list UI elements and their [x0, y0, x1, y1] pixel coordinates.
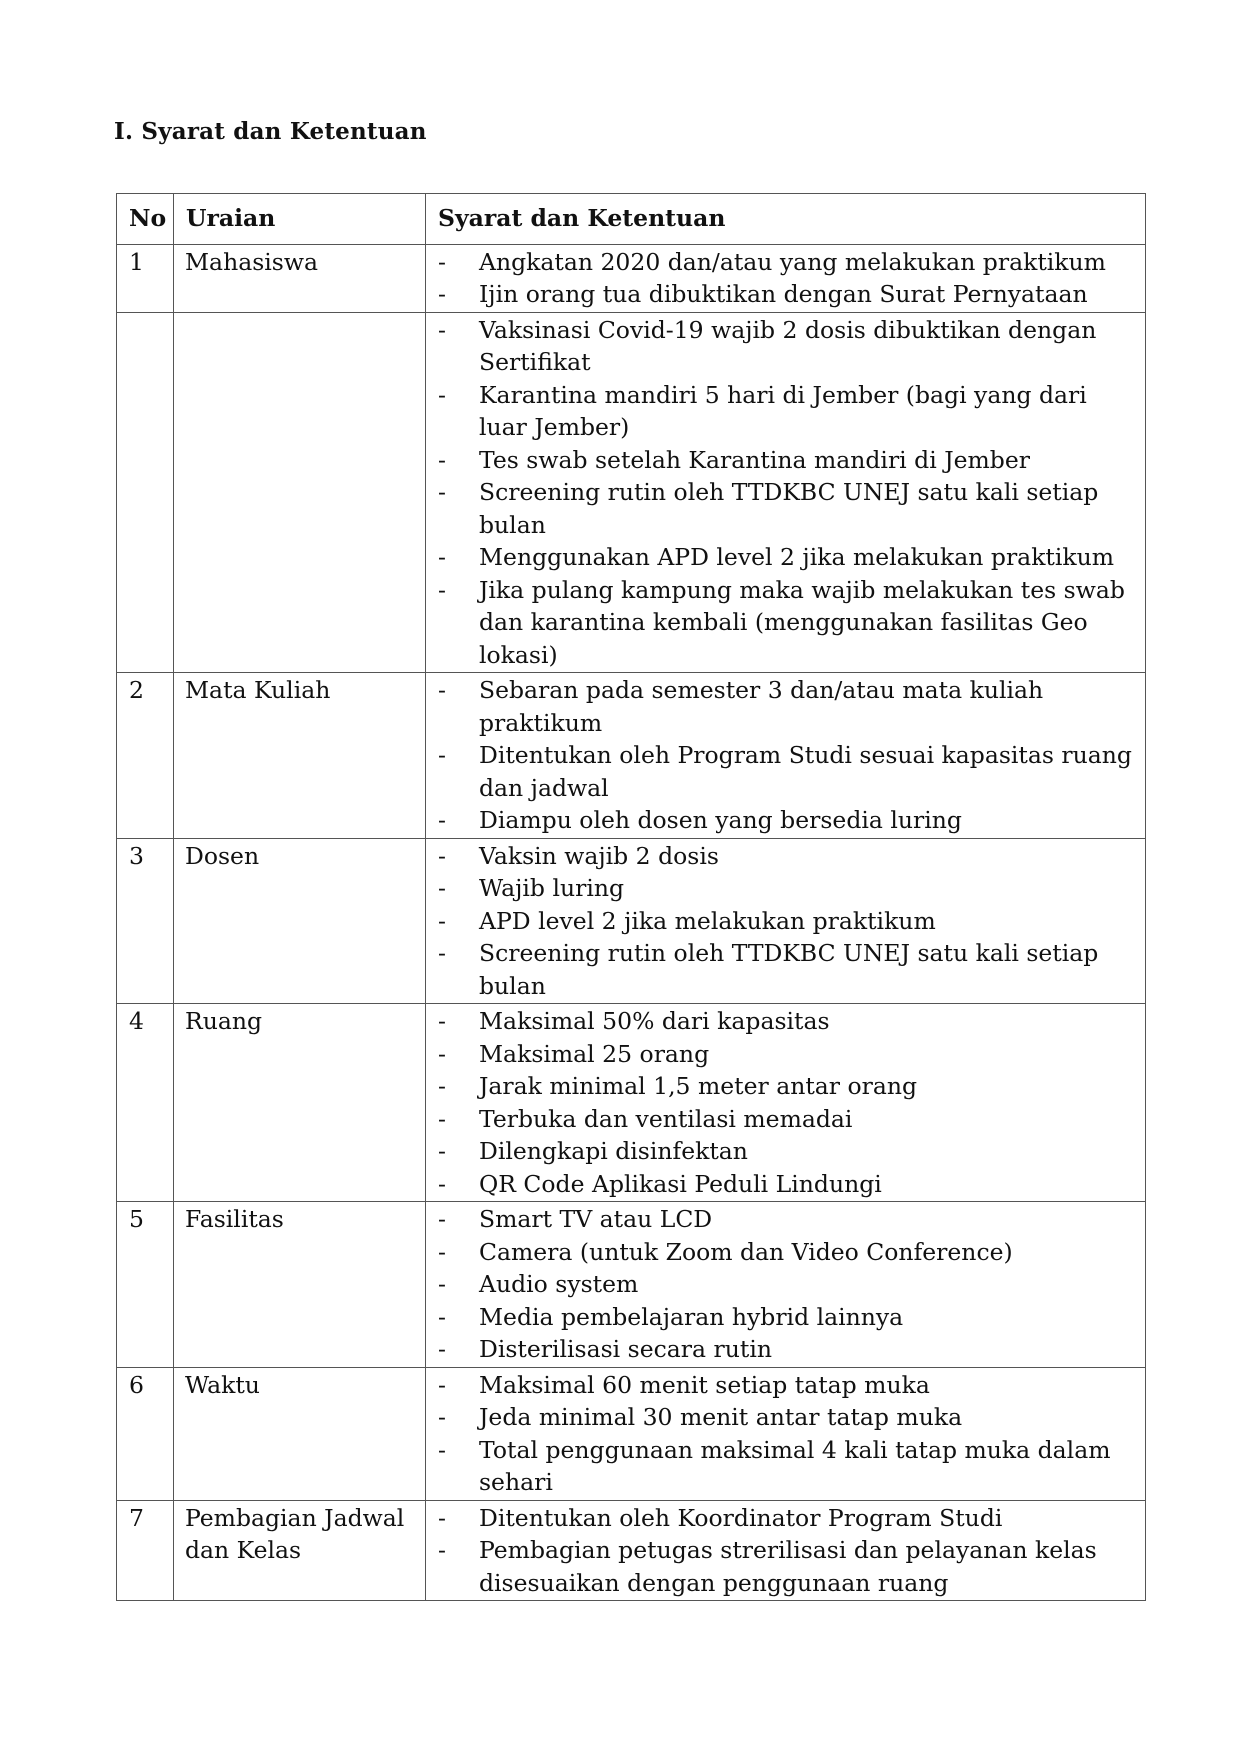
requirement-list: [438, 314, 1135, 672]
row-number: 3: [117, 838, 174, 1004]
requirement-item: [438, 1236, 1135, 1269]
requirement-item: [438, 1168, 1135, 1201]
requirement-item: [438, 1103, 1135, 1136]
requirement-text: Dilengkapi disinfektan: [479, 1137, 748, 1165]
requirement-text: Maksimal 50% dari kapasitas: [479, 1007, 830, 1035]
bullet-dash: -: [438, 1536, 446, 1564]
requirement-text: QR Code Aplikasi Peduli Lindungi: [479, 1169, 882, 1198]
bullet-dash: -: [438, 1039, 446, 1068]
bullet-dash: -: [438, 806, 446, 834]
header-syarat: Syarat dan Ketentuan: [426, 194, 1146, 245]
row-number: 7: [117, 1500, 174, 1601]
requirement-item: [438, 1301, 1135, 1334]
requirement-text: Diampu oleh dosen yang bersedia luring: [479, 806, 962, 834]
requirement-text: Ijin orang tua dibuktikan dengan Surat Pernyataan: [479, 280, 1088, 308]
requirement-text: Smart TV atau LCD: [479, 1205, 713, 1233]
requirement-item: [438, 1502, 1135, 1535]
row-syarat: [426, 1202, 1146, 1368]
table-row: [117, 1004, 1146, 1202]
requirement-text: Menggunakan APD level 2 jika melakukan praktikum: [479, 543, 1115, 571]
bullet-dash: -: [438, 1435, 446, 1464]
requirement-item: [438, 1038, 1135, 1071]
table-row: [117, 838, 1146, 1004]
bullet-dash: -: [438, 445, 446, 474]
row-uraian: Fasilitas: [174, 1202, 426, 1368]
requirement-item: [438, 804, 1135, 837]
row-uraian: Dosen: [174, 838, 426, 1004]
bullet-dash: -: [438, 1270, 446, 1298]
requirement-text: Disterilisasi secara rutin: [479, 1335, 772, 1363]
bullet-dash: -: [438, 1137, 446, 1165]
requirement-text: Camera (untuk Zoom dan Video Conference): [479, 1237, 1013, 1266]
row-number: 1: [117, 244, 174, 312]
requirement-item: [438, 905, 1135, 938]
requirement-item: [438, 574, 1135, 672]
bullet-dash: -: [438, 1403, 446, 1431]
requirement-list: [438, 674, 1135, 837]
bullet-dash: -: [438, 1007, 446, 1035]
requirement-item: [438, 246, 1135, 279]
requirement-text: Total penggunaan maksimal 4 kali tatap muka dalam sehari: [479, 1435, 1111, 1496]
table-header: [117, 194, 1146, 245]
requirement-text: Pembagian petugas strerilisasi dan pelayanan kelas disesuaikan dengan penggunaan ruang: [479, 1536, 1097, 1597]
bullet-dash: -: [438, 247, 446, 276]
requirement-item: [438, 476, 1135, 541]
row-number: [117, 312, 174, 673]
bullet-dash: -: [438, 1169, 446, 1198]
requirement-item: [438, 541, 1135, 574]
requirement-list: [438, 1005, 1135, 1200]
requirement-item: [438, 739, 1135, 804]
requirement-item: [438, 840, 1135, 873]
requirement-text: Ditentukan oleh Koordinator Program Studi: [479, 1503, 1003, 1532]
requirement-text: Tes swab setelah Karantina mandiri di Jember: [479, 445, 1030, 474]
requirement-list: [438, 1502, 1135, 1600]
bullet-dash: -: [438, 315, 446, 344]
table-row: [117, 1202, 1146, 1368]
requirement-item: [438, 278, 1135, 311]
requirement-text: Terbuka dan ventilasi memadai: [479, 1104, 853, 1133]
requirement-item: [438, 872, 1135, 905]
bullet-dash: -: [438, 280, 446, 308]
requirement-text: Jarak minimal 1,5 meter antar orang: [479, 1072, 918, 1100]
requirement-text: Ditentukan oleh Program Studi sesuai kapasitas ruang dan jadwal: [479, 741, 1132, 802]
row-syarat: [426, 838, 1146, 1004]
requirement-item: [438, 1203, 1135, 1236]
header-uraian: Uraian: [174, 194, 426, 245]
requirement-item: [438, 444, 1135, 477]
requirement-text: Jeda minimal 30 menit antar tatap muka: [479, 1403, 963, 1431]
row-syarat: [426, 673, 1146, 839]
requirement-item: [438, 1268, 1135, 1301]
requirement-list: [438, 840, 1135, 1003]
requirement-list: [438, 1203, 1135, 1366]
requirement-item: [438, 674, 1135, 739]
bullet-dash: -: [438, 1335, 446, 1363]
requirement-item: [438, 1434, 1135, 1499]
requirement-list: [438, 246, 1135, 311]
requirement-text: Sebaran pada semester 3 dan/atau mata kuliah praktikum: [479, 676, 1044, 737]
table-row: [117, 244, 1146, 312]
page-title: I. Syarat dan Ketentuan: [114, 118, 427, 145]
bullet-dash: -: [438, 1370, 446, 1399]
requirement-text: Media pembelajaran hybrid lainnya: [479, 1302, 904, 1331]
bullet-dash: -: [438, 939, 446, 967]
bullet-dash: -: [438, 906, 446, 935]
table-row: [117, 673, 1146, 839]
requirement-text: Vaksinasi Covid-19 wajib 2 dosis dibuktikan dengan Sertifikat: [479, 315, 1097, 376]
row-number: 6: [117, 1367, 174, 1500]
requirement-item: [438, 1401, 1135, 1434]
requirement-text: Maksimal 25 orang: [479, 1039, 710, 1068]
requirement-text: Vaksin wajib 2 dosis: [479, 841, 719, 870]
row-uraian: Mata Kuliah: [174, 673, 426, 839]
bullet-dash: -: [438, 1503, 446, 1532]
requirement-item: [438, 379, 1135, 444]
table-row: [117, 1500, 1146, 1601]
requirement-item: [438, 1135, 1135, 1168]
bullet-dash: -: [438, 874, 446, 902]
requirement-item: [438, 1005, 1135, 1038]
row-number: 5: [117, 1202, 174, 1368]
row-uraian: Ruang: [174, 1004, 426, 1202]
requirement-text: Jika pulang kampung maka wajib melakukan tes swab dan karantina kembali (menggunakan fasilitas Geo lokasi): [479, 575, 1125, 669]
row-uraian: Waktu: [174, 1367, 426, 1500]
requirement-item: [438, 937, 1135, 1002]
row-syarat: [426, 312, 1146, 673]
requirement-item: [438, 1369, 1135, 1402]
bullet-dash: -: [438, 1205, 446, 1233]
row-number: 4: [117, 1004, 174, 1202]
requirement-text: Karantina mandiri 5 hari di Jember (bagi yang dari luar Jember): [479, 380, 1087, 441]
bullet-dash: -: [438, 1072, 446, 1100]
row-uraian: [174, 312, 426, 673]
requirement-text: Screening rutin oleh TTDKBC UNEJ satu kali setiap bulan: [479, 939, 1099, 1000]
bullet-dash: -: [438, 543, 446, 571]
header-row: [117, 194, 1146, 245]
row-syarat: [426, 1004, 1146, 1202]
row-uraian: Pembagian Jadwal dan Kelas: [174, 1500, 426, 1601]
requirement-text: Audio system: [479, 1270, 639, 1298]
bullet-dash: -: [438, 1104, 446, 1133]
bullet-dash: -: [438, 575, 446, 604]
terms-table: [116, 193, 1146, 1601]
bullet-dash: -: [438, 676, 446, 704]
table-row: [117, 312, 1146, 673]
row-syarat: [426, 1367, 1146, 1500]
row-uraian: Mahasiswa: [174, 244, 426, 312]
bullet-dash: -: [438, 1302, 446, 1331]
requirement-text: Wajib luring: [479, 874, 625, 902]
table-row: [117, 1367, 1146, 1500]
bullet-dash: -: [438, 478, 446, 506]
requirement-item: [438, 1333, 1135, 1366]
requirement-list: [438, 1369, 1135, 1499]
table-body: [117, 244, 1146, 1601]
requirement-text: APD level 2 jika melakukan praktikum: [479, 906, 936, 935]
bullet-dash: -: [438, 1237, 446, 1266]
requirement-item: [438, 1070, 1135, 1103]
header-no: No: [117, 194, 174, 245]
row-syarat: [426, 1500, 1146, 1601]
requirement-text: Maksimal 60 menit setiap tatap muka: [479, 1370, 930, 1399]
requirement-item: [438, 1534, 1135, 1599]
bullet-dash: -: [438, 380, 446, 409]
requirement-text: Screening rutin oleh TTDKBC UNEJ satu kali setiap bulan: [479, 478, 1099, 539]
bullet-dash: -: [438, 741, 446, 769]
row-number: 2: [117, 673, 174, 839]
requirement-item: [438, 314, 1135, 379]
bullet-dash: -: [438, 841, 446, 870]
requirement-text: Angkatan 2020 dan/atau yang melakukan praktikum: [479, 247, 1106, 276]
row-syarat: [426, 244, 1146, 312]
